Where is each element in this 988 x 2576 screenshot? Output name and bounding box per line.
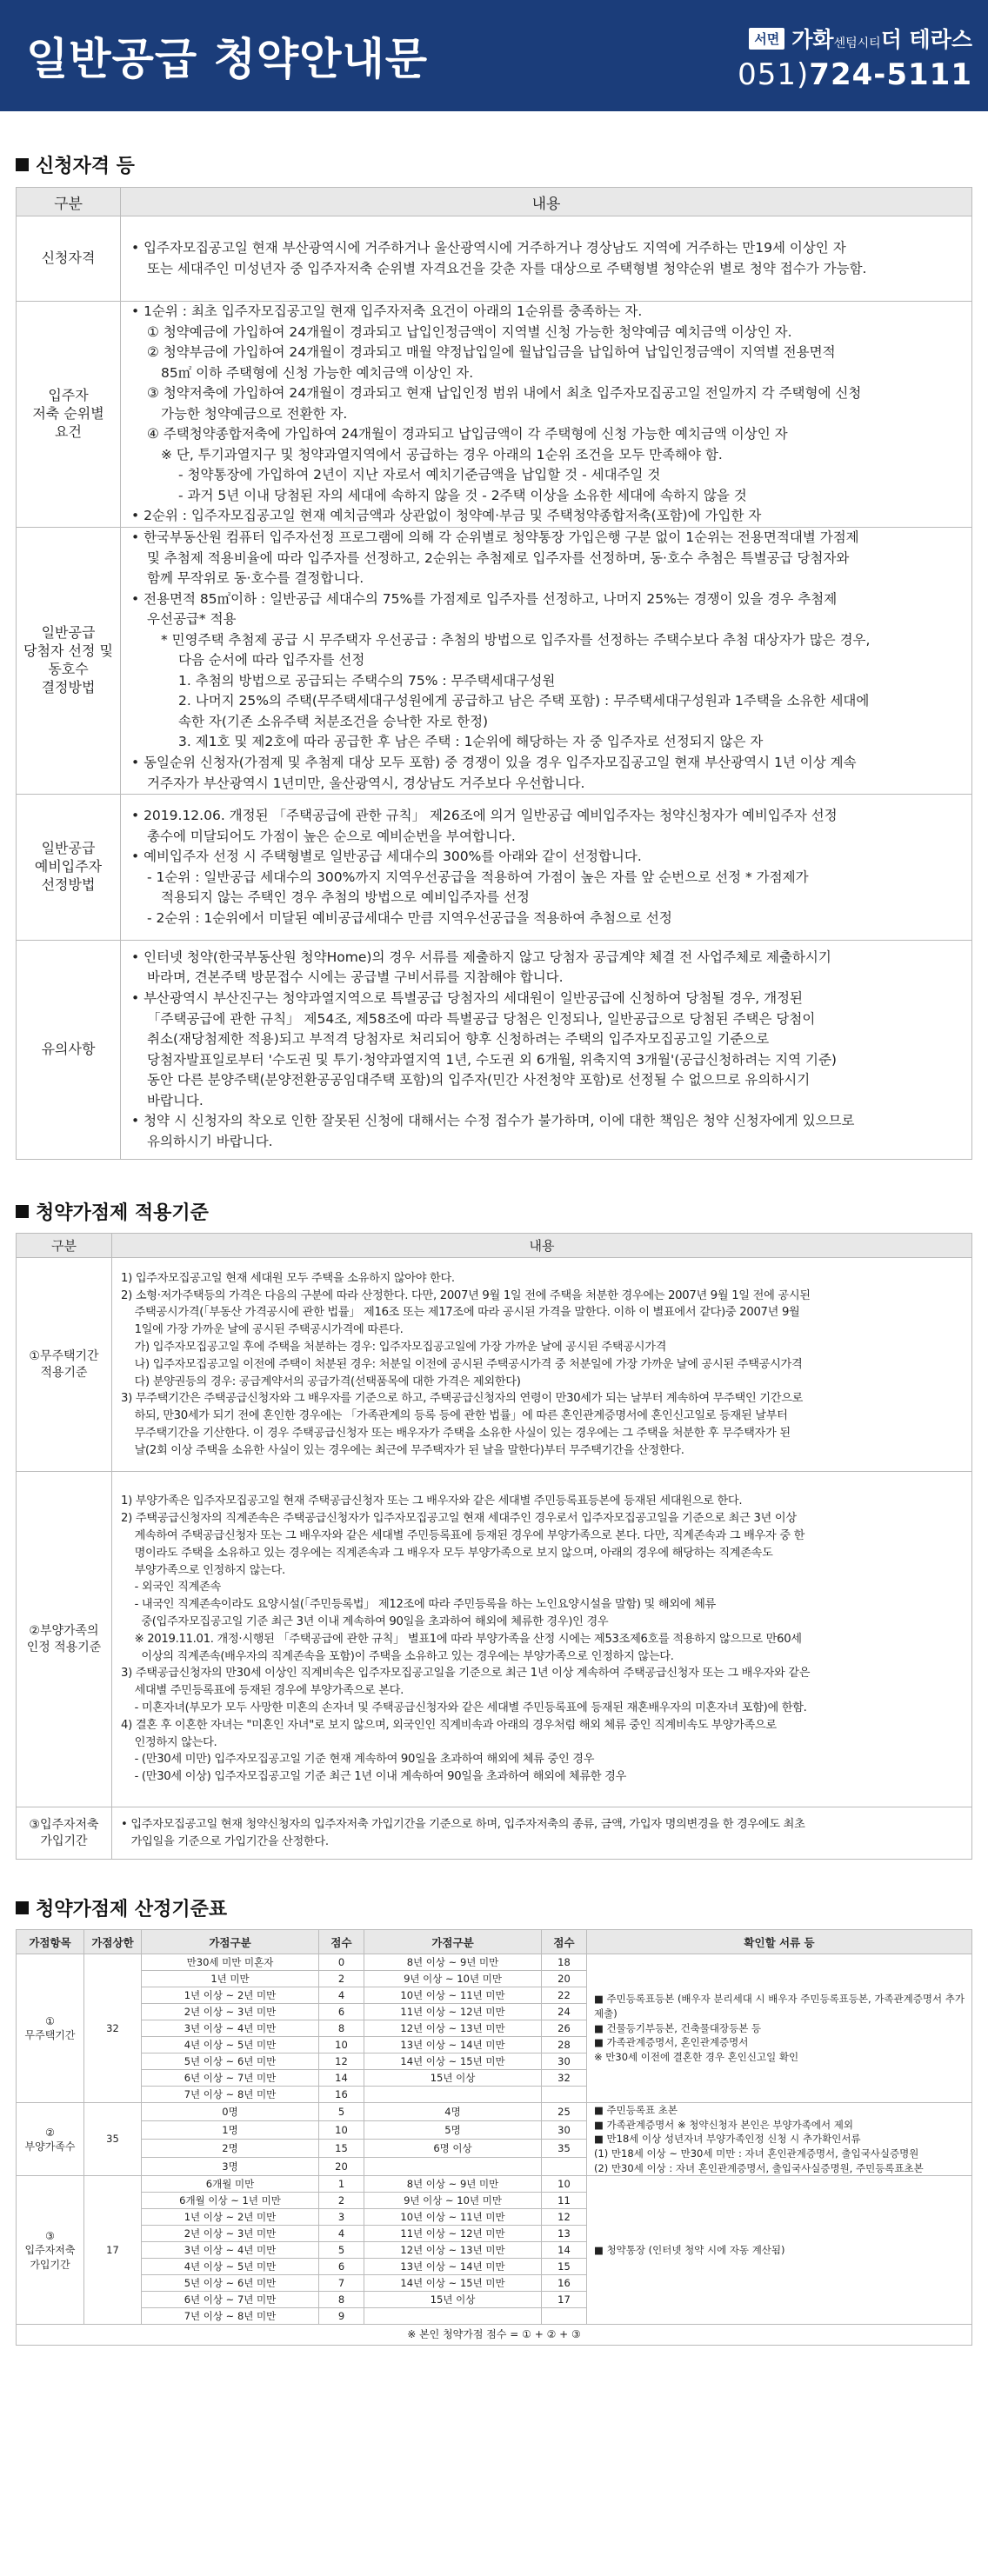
row-content [121, 795, 972, 941]
category-label-line: ③입주자저축 [29, 1818, 99, 1833]
score-cell: 1명 [142, 2121, 319, 2140]
content-line: • 1순위 : 최초 입주자모집공고일 현재 입주자저축 요건이 아래의 1순위를 충족하는 자. [131, 303, 643, 319]
content-line: - 미혼자녀(부모가 모두 사망한 미혼의 손자녀 및 주택공급신청자와 같은 세대별 주민등록표에 등재된 재혼배우자의 미혼자녀 포함)에 한함. [121, 1701, 807, 1714]
score-cell: 18 [542, 1954, 587, 1971]
content-line: 2. 나머지 25%의 주택(무주택세대구성원에게 공급하고 남은 주택 포함) : 무주택세대구성원과 1주택을 소유한 세대에 [178, 693, 870, 709]
content-line: • 입주자모집공고일 현재 부산광역시에 거주하거나 울산광역시에 거주하거나 경상남도 지역에 거주하는 만19세 이상인 자 [131, 239, 846, 256]
score-cell: 30 [542, 2053, 587, 2070]
content-line: • 부산광역시 부산진구는 청약과열지역으로 특별공급 당첨자의 세대원이 일반공급에 신청하여 당첨될 경우, 개정된 [131, 989, 804, 1006]
category-label-line: 적용기준 [40, 1365, 88, 1380]
document-line: ※ 만30세 이전에 결혼한 경우 혼인신고일 확인 [594, 2051, 799, 2064]
document-line: ■ 건물등기부등본, 건축물대장등본 등 [594, 2021, 762, 2034]
content-line: 동안 다른 분양주택(분양전환공공임대주택 포함)의 입주자(민간 사전청약 포함)로 선정될 수 없으므로 유의하시기 [147, 1072, 811, 1088]
content-line: • 인터넷 청약(한국부동산원 청약Home)의 경우 서류를 제출하지 않고 당첨자 공급계약 체결 전 사업주체로 제출하시기 [131, 949, 831, 965]
table-row [17, 941, 972, 1160]
content-line: 함께 무작위로 동·호수를 결정합니다. [147, 570, 364, 587]
row-category [17, 1807, 112, 1860]
category-label-line: 저축 순위별 [32, 405, 104, 423]
category-label-line: 일반공급 [41, 624, 96, 642]
score-cell: 1년 이상 ~ 2년 미만 [142, 1987, 319, 2004]
content-line: 1) 입주자모집공고일 현재 세대원 모두 주택을 소유하지 않아야 한다. [121, 1271, 455, 1285]
content-line: * 민영주택 추첨제 공급 시 무주택자 우선공급 : 추첨의 방법으로 입주자를 선정하는 주택수보다 추첨 대상자가 많은 경우, [161, 631, 871, 648]
score-cell: 20 [319, 2158, 364, 2176]
content-line: 2) 소형·저가주택등의 가격은 다음의 구분에 따라 산정한다. 다만, 2007년 9월 1일 전에 주택을 처분한 경우에는 2007년 9월 1일 전에 공시된 [121, 1288, 811, 1302]
content-line: 가능한 청약예금으로 전환한 자. [161, 405, 348, 422]
score-cell: 16 [542, 2275, 587, 2292]
col-header-content: 내용 [112, 1234, 972, 1258]
section-title-eligibility: 신청자격 등 [16, 153, 972, 176]
score-cell: 20 [542, 1971, 587, 1987]
content-line: 가입일을 기준으로 가입기간을 산정한다. [121, 1834, 329, 1848]
score-cell [542, 2308, 587, 2325]
category-label-line: 가입기간 [30, 2258, 70, 2271]
col-header-category: 구분 [17, 188, 121, 216]
category-label-line: 가입기간 [40, 1834, 88, 1848]
content-line: ※ 2019.11.01. 개정·시행된 「주택공급에 관한 규칙」 별표1에 따라 부양가족을 산정 시에는 제53조제6호를 적용하지 않으므로 만60세 [121, 1632, 802, 1646]
brand-name: 가화센텀시티더 테라스 [791, 27, 972, 52]
table-row [17, 528, 972, 795]
content-line: • 예비입주자 선정 시 주택형별로 일반공급 세대수의 300%를 아래와 같이 선정합니다. [131, 849, 642, 865]
category-label-line: 신청자격 [41, 250, 96, 267]
score-cell: 30 [542, 2121, 587, 2140]
content-line: 1) 부양가족은 입주자모집공고일 현재 주택공급신청자 또는 그 배우자와 같은 세대별 주민등록표등본에 등재된 세대원으로 한다. [121, 1494, 743, 1508]
content-line: 바라며, 견본주택 방문접수 시에는 공급별 구비서류를 지참해야 합니다. [147, 969, 564, 986]
col-header: 점수 [319, 1930, 364, 1954]
score-cell: 24 [542, 2004, 587, 2020]
square-bullet-icon [16, 1901, 29, 1914]
content-line: 적용되지 않는 주택인 경우 추첨의 방법으로 예비입주자를 선정 [161, 889, 530, 906]
score-cell: 8 [319, 2020, 364, 2037]
content-line: - 외국인 직계존속 [121, 1581, 221, 1594]
table-row [17, 302, 972, 528]
col-header: 확인할 서류 등 [587, 1930, 972, 1954]
score-cell: 6년 이상 ~ 7년 미만 [142, 2292, 319, 2308]
category-label-line: ② [45, 2126, 55, 2139]
score-row [17, 2103, 972, 2121]
score-cell: 4년 이상 ~ 5년 미만 [142, 2259, 319, 2275]
category-label-line: 유의사항 [41, 1041, 96, 1058]
content-line: 당첨자발표일로부터 '수도권 및 투기·청약과열지역 1년, 수도권 외 6개월, 위축지역 3개월'(공급신청하려는 지역 기준) [147, 1051, 837, 1068]
score-cell: 3년 이상 ~ 4년 미만 [142, 2242, 319, 2259]
row-content [112, 1807, 972, 1860]
row-category [17, 1472, 112, 1807]
col-header: 가점상한 [84, 1930, 142, 1954]
content-line: 중(입주자모집공고일 기준 최근 3년 이내 계속하여 90일을 초과하여 해외에 체류한 경우)인 경우 [121, 1614, 609, 1628]
score-cell: 9년 이상 ~ 10년 미만 [364, 2193, 542, 2209]
score-cell: 1년 미만 [142, 1971, 319, 1987]
score-cell: 9 [319, 2308, 364, 2325]
score-cell: 12 [319, 2053, 364, 2070]
content-line: 또는 세대주인 미성년자 중 입주자저축 순위별 자격요건을 갖춘 자를 대상으로 주택형별 청약순위 별로 청약 접수가 가능함. [147, 260, 867, 276]
score-cell: 11 [542, 2193, 587, 2209]
row-category [17, 528, 121, 795]
content-line: • 한국부동산원 컴퓨터 입주자선정 프로그램에 의해 각 순위별로 청약통장 가입은행 구분 없이 1순위는 전용면적대별 가점제 [131, 529, 859, 546]
score-cell: 7년 이상 ~ 8년 미만 [142, 2087, 319, 2103]
score-cell: 35 [542, 2140, 587, 2158]
category-label-line: 결정방법 [41, 678, 96, 696]
content-line: - (만30세 미만) 입주자모집공고일 기준 현재 계속하여 90일을 초과하여 해외에 체류 중인 경우 [121, 1753, 595, 1767]
score-cell: 5 [319, 2103, 364, 2121]
content-line: 세대별 주민등록표에 등재된 경우에 부양가족으로 본다. [121, 1684, 404, 1698]
content-line: 3) 주택공급신청자의 만30세 이상인 직계비속은 입주자모집공고일을 기준으로 최근 1년 이상 계속하여 주택공급신청자 또는 그 배우자와 같은 [121, 1667, 811, 1681]
score-cell: 15 [319, 2140, 364, 2158]
category-label-line: 당첨자 선정 및 [23, 642, 113, 660]
score-cell: 6 [319, 2259, 364, 2275]
document-line: ■ 청약통장 (인터넷 청약 시에 자동 계산됨) [594, 2244, 785, 2257]
content-line: 하되, 만30세가 되기 전에 혼인한 경우에는 「가족관계의 등록 등에 관한 법률」에 따른 혼인관계증명서에 혼인신고일로 등재된 날부터 [121, 1409, 788, 1423]
content-line: 85㎡ 이하 주택형에 신청 가능한 예치금액 이상인 자. [161, 364, 474, 381]
col-header: 가점구분 [364, 1930, 542, 1954]
row-content [112, 1472, 972, 1807]
score-cell: 8년 이상 ~ 9년 미만 [364, 2176, 542, 2193]
content-line: 주택공시가격(「부동산 가격공시에 관한 법률」 제16조 또는 제17조에 따라 공시된 가격을 말한다. 이하 이 별표에서 같다)중 2007년 9월 [121, 1306, 800, 1320]
score-cell: 12년 이상 ~ 13년 미만 [364, 2242, 542, 2259]
score-cell: 14 [319, 2070, 364, 2087]
score-cell: 10 [319, 2037, 364, 2053]
category-label-line: 인정 적용기준 [26, 1640, 102, 1654]
score-cell: 5명 [364, 2121, 542, 2140]
category-label-line: 무주택기간 [24, 2029, 76, 2042]
score-cell [542, 2087, 587, 2103]
row-category [17, 216, 121, 302]
col-header: 점수 [542, 1930, 587, 1954]
score-cell: 5 [319, 2242, 364, 2259]
content-line: 취소(재당첨제한 적용)되고 부적격 당첨자로 처리되어 향후 신청하려는 주택의 입주자모집공고일 기준으로 [147, 1031, 770, 1048]
content-line: - 청약통장에 가입하여 2년이 지난 자로서 예치기준금액을 납입할 것 - 세대주일 것 [178, 467, 661, 483]
content-line: - (만30세 이상) 입주자모집공고일 기준 최근 1년 이내 계속하여 90일을 초과하여 해외에 체류한 경우 [121, 1770, 627, 1784]
content-line: 유의하시기 바랍니다. [147, 1133, 273, 1149]
category-label-line: 일반공급 [41, 840, 96, 857]
category-label-line: 선정방법 [41, 876, 96, 894]
score-cell: 10년 이상 ~ 11년 미만 [364, 1987, 542, 2004]
score-cell: 2년 이상 ~ 3년 미만 [142, 2004, 319, 2020]
score-cell: 9년 이상 ~ 10년 미만 [364, 1971, 542, 1987]
square-bullet-icon [16, 158, 29, 171]
score-cell: 12 [542, 2209, 587, 2226]
score-cell: 3년 이상 ~ 4년 미만 [142, 2020, 319, 2037]
content-line: 가) 입주자모집공고일 후에 주택을 처분하는 경우: 입주자모집공고일에 가장 가까운 날에 공시된 주택공시가격 [121, 1340, 667, 1354]
content-line: ② 청약부금에 가입하여 24개월이 경과되고 매월 약정납입일에 월납입금을 납입하여 납입인정금액이 지역별 전용면적 [147, 344, 836, 361]
score-cell [364, 2158, 542, 2176]
score-cell: 8 [319, 2292, 364, 2308]
content-line: 부양가족으로 인정하지 않는다. [121, 1563, 285, 1577]
col-header-category: 구분 [17, 1234, 112, 1258]
score-cell: 26 [542, 2020, 587, 2037]
content-line: 우선공급* 적용 [147, 611, 237, 628]
score-cell: 0 [319, 1954, 364, 1971]
content-line: 「주택공급에 관한 규칙」 제54조, 제58조에 따라 특별공급 당첨은 인정되나, 일반공급으로 당첨된 주택은 당첨이 [147, 1010, 816, 1027]
eligibility-table [16, 187, 972, 1160]
brand-small: 센텀시티 [833, 37, 881, 50]
document-line: ■ 가족관계증명서, 혼인관계증명서 [594, 2036, 749, 2049]
score-cell: 2년 이상 ~ 3년 미만 [142, 2226, 319, 2242]
document-line: ■ 가족관계증명서 ※ 청약신청자 본인은 부양가족에서 제외 [594, 2118, 853, 2131]
score-cell: 6명 이상 [364, 2140, 542, 2158]
row-category [17, 941, 121, 1160]
score-cell: 6 [319, 2004, 364, 2020]
content-line: 인정하지 않는다. [121, 1735, 217, 1749]
page-header [0, 0, 988, 111]
content-line: 1. 추첨의 방법으로 공급되는 주택수의 75% : 무주택세대구성원 [178, 672, 556, 689]
score-cell: 11년 이상 ~ 12년 미만 [364, 2004, 542, 2020]
score-cell: 2 [319, 1971, 364, 1987]
content-line: • 청약 시 신청자의 착오로 인한 잘못된 신청에 대해서는 수정 접수가 불가하며, 이에 대한 책임은 청약 신청자에게 있으므로 [131, 1113, 855, 1129]
content-line: 날(2회 이상 주택을 소유한 사실이 있는 경우에는 최근에 무주택자가 된 날을 말한다)부터 무주택기간을 산정한다. [121, 1443, 684, 1457]
content-line: • 2019.12.06. 개정된 「주택공급에 관한 규칙」 제26조에 의거 일반공급 예비입주자는 청약신청자가 예비입주자 선정 [131, 807, 838, 823]
score-calculation-table [16, 1929, 972, 2346]
category-label-line: 요건 [55, 423, 82, 440]
score-cell: 4명 [364, 2103, 542, 2121]
row-category [17, 1258, 112, 1472]
content-line: 4) 결혼 후 이혼한 자녀는 "미혼인 자녀"로 보지 않으며, 외국인인 직계비속과 아래의 경우처럼 해외 체류 중인 직계비속도 부양가족으로 [121, 1718, 777, 1732]
content-line: ① 청약예금에 가입하여 24개월이 경과되고 납입인정금액이 지역별 신청 가능한 청약예금 예치금액 이상인 자. [147, 323, 792, 340]
score-cell: 11년 이상 ~ 12년 미만 [364, 2226, 542, 2242]
score-cell: 4년 이상 ~ 5년 미만 [142, 2037, 319, 2053]
score-cell: 1 [319, 2176, 364, 2193]
score-cell: 10 [319, 2121, 364, 2140]
content-line: - 2순위 : 1순위에서 미달된 예비공급세대수 만큼 지역우선공급을 적용하여 추첨으로 선정 [147, 909, 672, 926]
score-cell: 16 [319, 2087, 364, 2103]
score-cell: 4 [319, 1987, 364, 2004]
content-line: ③ 청약저축에 가입하여 24개월이 경과되고 현재 납입인정 범위 내에서 최초 입주자모집공고일 전일까지 각 주택형에 신청 [147, 385, 862, 402]
category-label-line: 입주자저축 [24, 2244, 76, 2257]
category-label-line: 입주자 [48, 387, 89, 404]
score-cell: 8년 이상 ~ 9년 미만 [364, 1954, 542, 1971]
score-row [17, 1954, 972, 1971]
score-cell: 15 [542, 2259, 587, 2275]
score-cell: 32 [542, 2070, 587, 2087]
row-content [121, 302, 972, 528]
content-line: 1일에 가장 가까운 날에 공시된 주택공시가격에 따른다. [121, 1323, 404, 1337]
score-cell [364, 2308, 542, 2325]
score-item [17, 2103, 84, 2176]
content-line: • 전용면적 85㎡이하 : 일반공급 세대수의 75%를 가점제로 입주자를 선정하고, 나머지 25%는 경쟁이 있을 경우 추첨제 [131, 590, 838, 607]
category-label-line: ① [45, 2014, 55, 2027]
section-title-point-criteria: 청약가점제 적용기준 [16, 1200, 972, 1222]
content-line: - 1순위 : 일반공급 세대수의 300%까지 지역우선공급을 적용하여 가점이 높은 자를 앞 순번으로 선정 * 가점제가 [147, 869, 809, 885]
score-cell: 5년 이상 ~ 6년 미만 [142, 2053, 319, 2070]
score-cell: 7년 이상 ~ 8년 미만 [142, 2308, 319, 2325]
score-max: 17 [84, 2176, 142, 2325]
category-label-line: ③ [45, 2230, 55, 2243]
required-documents [587, 2103, 972, 2176]
score-cell: 2명 [142, 2140, 319, 2158]
score-cell: 만30세 미만 미혼자 [142, 1954, 319, 1971]
content-line: 무주택기간을 기산한다. 이 경우 주택공급신청자 또는 배우자가 주택을 소유한 사실이 있는 경우에는 그 주택을 처분한 후 무주택자가 된 [121, 1426, 791, 1440]
score-cell: 6개월 미만 [142, 2176, 319, 2193]
document-line: ■ 주민등록표 초본 [594, 2104, 678, 2117]
brand-block [738, 23, 972, 92]
category-label-line: ①무주택기간 [29, 1349, 99, 1364]
score-cell: 2 [319, 2193, 364, 2209]
content-line: 나) 입주자모집공고일 이전에 주택이 처분된 경우: 처분일 이전에 공시된 주택공시가격 중 처분일에 가장 가까운 날에 공시된 주택공시가격 [121, 1357, 803, 1371]
score-cell: 15년 이상 [364, 2292, 542, 2308]
category-label-line: 예비입주자 [34, 858, 103, 875]
square-bullet-icon [16, 1205, 29, 1218]
row-category [17, 302, 121, 528]
row-category [17, 795, 121, 941]
content-line: • 2순위 : 입주자모집공고일 현재 예치금액과 상관없이 청약예·부금 및 주택청약종합저축(포함)에 가입한 자 [131, 508, 762, 524]
phone-number: 051)724-5111 [738, 57, 972, 92]
total-formula: ※ 본인 청약가점 점수 = ① + ② + ③ [17, 2325, 972, 2346]
category-label-line: 동호수 [48, 661, 89, 678]
content-line: 거주자가 부산광역시 1년미만, 울산광역시, 경상남도 거주보다 우선합니다. [147, 775, 585, 791]
content-line: - 내국인 직계존속이라도 요양시설(「주민등록법」 제12조에 따라 주민등록을 하는 노인요양시설을 말함) 및 해외에 체류 [121, 1598, 716, 1612]
score-cell: 28 [542, 2037, 587, 2053]
table-row [17, 1807, 972, 1860]
table-row [17, 1258, 972, 1472]
score-cell: 3명 [142, 2158, 319, 2176]
content-line: ④ 주택청약종합저축에 가입하여 24개월이 경과되고 납입금액이 각 주택형에 신청 가능한 예치금액 이상인 자 [147, 426, 788, 443]
location-badge: 서면 [749, 28, 784, 50]
score-item [17, 2176, 84, 2325]
score-max: 35 [84, 2103, 142, 2176]
score-cell: 10년 이상 ~ 11년 미만 [364, 2209, 542, 2226]
score-cell: 4 [319, 2226, 364, 2242]
row-content [112, 1258, 972, 1472]
category-label-line: 부양가족수 [24, 2140, 76, 2153]
content-line: 및 추첨제 적용비율에 따라 입주자를 선정하고, 2순위는 추첨제로 입주자를 선정하며, 동·호수 추첨은 특별공급 당첨자와 [147, 549, 850, 566]
table-row [17, 795, 972, 941]
content-line: 2) 주택공급신청자의 직계존속은 주택공급신청자가 입주자모집공고일 현재 세대주인 경우로서 입주자모집공고일을 기준으로 최근 3년 이상 [121, 1512, 797, 1526]
score-cell: 7 [319, 2275, 364, 2292]
content-line: 명이라도 주택을 소유하고 있는 경우에는 직계존속과 그 배우자 모두 부양가족으로 보지 않으며, 아래의 경우에 해당하는 직계존속도 [121, 1546, 773, 1560]
content-line: 이상의 직계존속(배우자의 직계존속을 포함)이 주택을 소유하고 있는 경우에는 부양가족으로 인정하지 않는다. [121, 1649, 674, 1663]
content-line: ※ 단, 투기과열지구 및 청약과열지역에서 공급하는 경우 아래의 1순위 조건을 모두 만족해야 함. [161, 446, 723, 463]
content-line: • 동일순위 신청자(가점제 및 추첨제 대상 모두 포함) 중 경쟁이 있을 경우 입주자모집공고일 현재 부산광역시 1년 이상 계속 [131, 755, 857, 771]
score-cell: 14년 이상 ~ 15년 미만 [364, 2275, 542, 2292]
score-cell: 15년 이상 [364, 2070, 542, 2087]
footer-row [17, 2325, 972, 2346]
score-cell: 12년 이상 ~ 13년 미만 [364, 2020, 542, 2037]
score-cell: 5년 이상 ~ 6년 미만 [142, 2275, 319, 2292]
table-row [17, 1472, 972, 1807]
score-cell: 14년 이상 ~ 15년 미만 [364, 2053, 542, 2070]
score-cell: 6년 이상 ~ 7년 미만 [142, 2070, 319, 2087]
row-content [121, 941, 972, 1160]
content-line: - 과거 5년 이내 당첨된 자의 세대에 속하지 않을 것 - 2주택 이상을 소유한 세대에 속하지 않을 것 [178, 487, 747, 503]
col-header-content: 내용 [121, 188, 972, 216]
document-line: ■ 만18세 이상 성년자녀 부양가족인정 신청 시 추가확인서류 [594, 2133, 861, 2146]
row-content [121, 528, 972, 795]
score-cell [364, 2087, 542, 2103]
document-line: (2) 만30세 이상 : 자녀 혼인관계증명서, 출입국사실증명원, 주민등록표초본 [594, 2161, 924, 2174]
table-row [17, 216, 972, 302]
content-line: 다음 순서에 따라 입주자를 선정 [178, 652, 365, 669]
document-line: (1) 만18세 이상 ~ 만30세 미만 : 자녀 혼인관계증명서, 출입국사실증명원 [594, 2147, 919, 2160]
score-cell: 25 [542, 2103, 587, 2121]
score-max: 32 [84, 1954, 142, 2103]
score-cell: 3 [319, 2209, 364, 2226]
score-cell: 14 [542, 2242, 587, 2259]
content-line: 다) 분양권등의 경우: 공급계약서의 공급가격(선택품목에 대한 가격은 제외한다) [121, 1375, 521, 1388]
content-line: 계속하여 주택공급신청자 또는 그 배우자와 같은 세대별 주민등록표에 등재된 경우에 부양가족으로 본다. 다만, 직계존속과 그 배우자 중 한 [121, 1528, 805, 1542]
category-label-line: ②부양가족의 [29, 1624, 99, 1639]
page-title: 일반공급 청약안내문 [26, 34, 429, 84]
document-line: ■ 주민등록표등본 (배우자 분리세대 시 배우자 주민등록표등본, 가족관계증명서 추가 제출) [594, 1993, 965, 2020]
content-line: 총수에 미달되어도 가점이 높은 순으로 예비순번을 부여합니다. [147, 828, 516, 844]
required-documents [587, 1954, 972, 2103]
score-cell [542, 2158, 587, 2176]
score-cell: 0명 [142, 2103, 319, 2121]
score-cell: 6개월 이상 ~ 1년 미만 [142, 2193, 319, 2209]
col-header: 가점항목 [17, 1930, 84, 1954]
score-cell: 17 [542, 2292, 587, 2308]
col-header: 가점구분 [142, 1930, 319, 1954]
point-criteria-table [16, 1233, 972, 1860]
score-row [17, 2176, 972, 2193]
content-line: 3) 무주택기간은 주택공급신청자와 그 배우자를 기준으로 하고, 주택공급신청자의 연령이 만30세가 되는 날부터 계속하여 무주택인 기간으로 [121, 1392, 804, 1406]
score-cell: 13년 이상 ~ 14년 미만 [364, 2259, 542, 2275]
content-line: 3. 제1호 및 제2호에 따라 공급한 후 남은 주택 : 1순위에 해당하는 자 중 입주자로 선정되지 않은 자 [178, 734, 764, 750]
score-cell: 22 [542, 1987, 587, 2004]
header-row [17, 1930, 972, 1954]
required-documents [587, 2176, 972, 2325]
row-content [121, 216, 972, 302]
score-cell: 13 [542, 2226, 587, 2242]
score-cell: 1년 이상 ~ 2년 미만 [142, 2209, 319, 2226]
score-cell: 10 [542, 2176, 587, 2193]
score-item [17, 1954, 84, 2103]
section-title-score-table: 청약가점제 산정기준표 [16, 1896, 972, 1919]
content-line: 속한 자(기존 소유주택 처분조건을 승낙한 자로 한정) [178, 713, 489, 729]
score-cell: 13년 이상 ~ 14년 미만 [364, 2037, 542, 2053]
content-line: 바랍니다. [147, 1092, 204, 1108]
content-line: • 입주자모집공고일 현재 청약신청자의 입주자저축 가입기간을 기준으로 하며, 입주자저축의 종류, 금액, 가입자 명의변경을 한 경우에도 최초 [121, 1817, 805, 1831]
